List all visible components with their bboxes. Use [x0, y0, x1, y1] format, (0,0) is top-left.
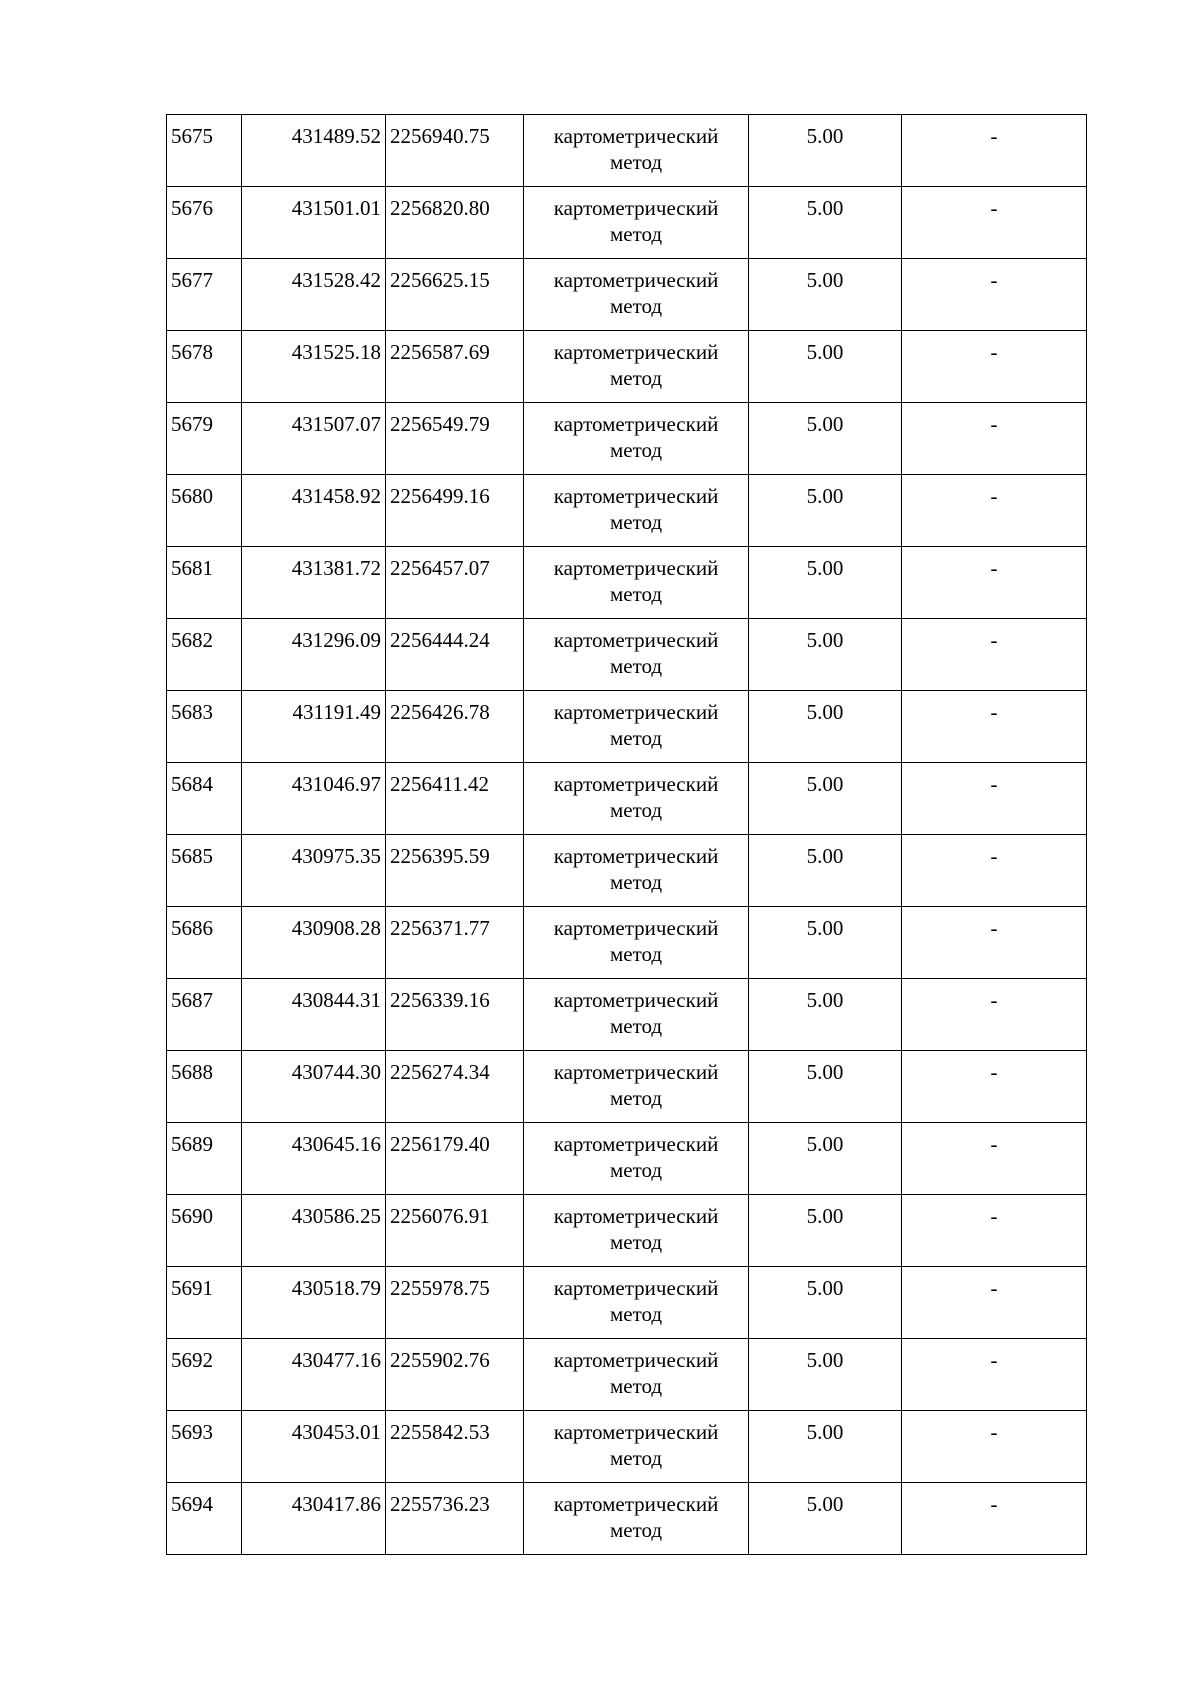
point-number-cell: 5679 [167, 403, 242, 475]
method-cell [524, 907, 749, 979]
y-coordinate-cell: 2256820.80 [386, 187, 524, 259]
table-row [167, 907, 1087, 979]
point-number-cell: 5687 [167, 979, 242, 1051]
y-coordinate-cell: 2256457.07 [386, 547, 524, 619]
note-cell: - [902, 979, 1087, 1051]
x-coordinate-cell: 431528.42 [242, 259, 386, 331]
method-line-2: метод [609, 1446, 663, 1470]
y-coordinate-cell: 2256411.42 [386, 763, 524, 835]
method-cell [524, 1483, 749, 1555]
x-coordinate-cell: 430477.16 [242, 1339, 386, 1411]
note-cell: - [902, 1267, 1087, 1339]
note-cell: - [902, 403, 1087, 475]
method-cell [524, 187, 749, 259]
x-coordinate-cell: 430744.30 [242, 1051, 386, 1123]
method-cell [524, 763, 749, 835]
method-line-2: метод [609, 942, 663, 966]
method-line-1: картометрический [553, 1348, 719, 1372]
method-cell [524, 403, 749, 475]
method-line-1: картометрический [553, 988, 719, 1012]
method-cell [524, 1267, 749, 1339]
method-line-2: метод [609, 654, 663, 678]
method-cell [524, 547, 749, 619]
y-coordinate-cell: 2255842.53 [386, 1411, 524, 1483]
point-number-cell: 5688 [167, 1051, 242, 1123]
table-row [167, 547, 1087, 619]
x-coordinate-cell: 430453.01 [242, 1411, 386, 1483]
note-cell: - [902, 331, 1087, 403]
table-row [167, 1195, 1087, 1267]
y-coordinate-cell: 2256274.34 [386, 1051, 524, 1123]
method-cell [524, 1411, 749, 1483]
method-cell [524, 331, 749, 403]
error-cell: 5.00 [749, 979, 902, 1051]
x-coordinate-cell: 431381.72 [242, 547, 386, 619]
error-cell: 5.00 [749, 691, 902, 763]
table-row [167, 1411, 1087, 1483]
method-cell [524, 835, 749, 907]
note-cell: - [902, 547, 1087, 619]
table-row [167, 1483, 1087, 1555]
method-line-2: метод [609, 1374, 663, 1398]
table-row [167, 979, 1087, 1051]
y-coordinate-cell: 2256426.78 [386, 691, 524, 763]
method-line-1: картометрический [553, 1060, 719, 1084]
method-line-1: картометрический [553, 412, 719, 436]
table-row [167, 619, 1087, 691]
x-coordinate-cell: 430586.25 [242, 1195, 386, 1267]
x-coordinate-cell: 431296.09 [242, 619, 386, 691]
method-cell [524, 1123, 749, 1195]
method-line-2: метод [609, 1086, 663, 1110]
table-row [167, 331, 1087, 403]
error-cell: 5.00 [749, 403, 902, 475]
method-cell [524, 1051, 749, 1123]
note-cell: - [902, 115, 1087, 187]
x-coordinate-cell: 431489.52 [242, 115, 386, 187]
error-cell: 5.00 [749, 1267, 902, 1339]
x-coordinate-cell: 430518.79 [242, 1267, 386, 1339]
method-cell [524, 475, 749, 547]
x-coordinate-cell: 430975.35 [242, 835, 386, 907]
table-row [167, 259, 1087, 331]
error-cell: 5.00 [749, 1339, 902, 1411]
error-cell: 5.00 [749, 259, 902, 331]
note-cell: - [902, 259, 1087, 331]
point-number-cell: 5677 [167, 259, 242, 331]
y-coordinate-cell: 2256076.91 [386, 1195, 524, 1267]
y-coordinate-cell: 2256444.24 [386, 619, 524, 691]
method-line-2: метод [609, 294, 663, 318]
table-row [167, 187, 1087, 259]
error-cell: 5.00 [749, 1483, 902, 1555]
y-coordinate-cell: 2256339.16 [386, 979, 524, 1051]
point-number-cell: 5676 [167, 187, 242, 259]
method-line-1: картометрический [553, 700, 719, 724]
error-cell: 5.00 [749, 547, 902, 619]
note-cell: - [902, 1195, 1087, 1267]
note-cell: - [902, 763, 1087, 835]
method-cell [524, 1339, 749, 1411]
method-line-2: метод [609, 582, 663, 606]
method-line-1: картометрический [553, 1492, 719, 1516]
point-number-cell: 5693 [167, 1411, 242, 1483]
x-coordinate-cell: 431525.18 [242, 331, 386, 403]
point-number-cell: 5682 [167, 619, 242, 691]
table-row [167, 475, 1087, 547]
method-line-2: метод [609, 726, 663, 750]
y-coordinate-cell: 2256940.75 [386, 115, 524, 187]
table-row [167, 763, 1087, 835]
y-coordinate-cell: 2256587.69 [386, 331, 524, 403]
method-line-1: картометрический [553, 844, 719, 868]
x-coordinate-cell: 431507.07 [242, 403, 386, 475]
method-line-2: метод [609, 870, 663, 894]
error-cell: 5.00 [749, 1051, 902, 1123]
method-cell [524, 259, 749, 331]
x-coordinate-cell: 431501.01 [242, 187, 386, 259]
error-cell: 5.00 [749, 187, 902, 259]
note-cell: - [902, 1483, 1087, 1555]
error-cell: 5.00 [749, 1411, 902, 1483]
note-cell: - [902, 1339, 1087, 1411]
method-line-2: метод [609, 438, 663, 462]
method-cell [524, 691, 749, 763]
error-cell: 5.00 [749, 835, 902, 907]
y-coordinate-cell: 2256371.77 [386, 907, 524, 979]
point-number-cell: 5690 [167, 1195, 242, 1267]
table-row [167, 403, 1087, 475]
point-number-cell: 5683 [167, 691, 242, 763]
method-line-1: картометрический [553, 628, 719, 652]
method-line-1: картометрический [553, 124, 719, 148]
method-line-1: картометрический [553, 1276, 719, 1300]
table-row [167, 835, 1087, 907]
error-cell: 5.00 [749, 1195, 902, 1267]
note-cell: - [902, 1411, 1087, 1483]
point-number-cell: 5694 [167, 1483, 242, 1555]
method-cell [524, 979, 749, 1051]
note-cell: - [902, 475, 1087, 547]
method-line-1: картометрический [553, 268, 719, 292]
coordinates-table [166, 114, 1087, 1555]
method-cell [524, 1195, 749, 1267]
method-line-1: картометрический [553, 1132, 719, 1156]
method-line-1: картометрический [553, 484, 719, 508]
x-coordinate-cell: 431046.97 [242, 763, 386, 835]
point-number-cell: 5686 [167, 907, 242, 979]
note-cell: - [902, 1051, 1087, 1123]
y-coordinate-cell: 2256625.15 [386, 259, 524, 331]
method-cell [524, 619, 749, 691]
table-row [167, 1267, 1087, 1339]
method-line-2: метод [609, 366, 663, 390]
table-row [167, 1339, 1087, 1411]
point-number-cell: 5692 [167, 1339, 242, 1411]
table-row [167, 1051, 1087, 1123]
note-cell: - [902, 1123, 1087, 1195]
method-line-2: метод [609, 222, 663, 246]
y-coordinate-cell: 2256179.40 [386, 1123, 524, 1195]
method-line-2: метод [609, 1230, 663, 1254]
error-cell: 5.00 [749, 331, 902, 403]
method-line-1: картометрический [553, 1420, 719, 1444]
method-line-1: картометрический [553, 340, 719, 364]
y-coordinate-cell: 2255978.75 [386, 1267, 524, 1339]
point-number-cell: 5678 [167, 331, 242, 403]
table-row [167, 691, 1087, 763]
method-line-1: картометрический [553, 196, 719, 220]
y-coordinate-cell: 2255736.23 [386, 1483, 524, 1555]
note-cell: - [902, 619, 1087, 691]
method-line-1: картометрический [553, 1204, 719, 1228]
x-coordinate-cell: 430844.31 [242, 979, 386, 1051]
error-cell: 5.00 [749, 907, 902, 979]
note-cell: - [902, 691, 1087, 763]
method-line-2: метод [609, 1302, 663, 1326]
x-coordinate-cell: 430645.16 [242, 1123, 386, 1195]
method-line-2: метод [609, 1014, 663, 1038]
method-line-2: метод [609, 1158, 663, 1182]
method-cell [524, 115, 749, 187]
method-line-2: метод [609, 1518, 663, 1542]
method-line-1: картометрический [553, 916, 719, 940]
method-line-2: метод [609, 150, 663, 174]
point-number-cell: 5681 [167, 547, 242, 619]
point-number-cell: 5685 [167, 835, 242, 907]
y-coordinate-cell: 2256499.16 [386, 475, 524, 547]
x-coordinate-cell: 430417.86 [242, 1483, 386, 1555]
method-line-1: картометрический [553, 556, 719, 580]
y-coordinate-cell: 2256549.79 [386, 403, 524, 475]
table-row [167, 1123, 1087, 1195]
table-body [167, 115, 1087, 1555]
x-coordinate-cell: 431458.92 [242, 475, 386, 547]
method-line-2: метод [609, 798, 663, 822]
note-cell: - [902, 187, 1087, 259]
x-coordinate-cell: 431191.49 [242, 691, 386, 763]
point-number-cell: 5684 [167, 763, 242, 835]
y-coordinate-cell: 2255902.76 [386, 1339, 524, 1411]
table-row [167, 115, 1087, 187]
error-cell: 5.00 [749, 475, 902, 547]
error-cell: 5.00 [749, 763, 902, 835]
point-number-cell: 5689 [167, 1123, 242, 1195]
point-number-cell: 5675 [167, 115, 242, 187]
y-coordinate-cell: 2256395.59 [386, 835, 524, 907]
point-number-cell: 5691 [167, 1267, 242, 1339]
method-line-2: метод [609, 510, 663, 534]
error-cell: 5.00 [749, 619, 902, 691]
note-cell: - [902, 835, 1087, 907]
error-cell: 5.00 [749, 115, 902, 187]
note-cell: - [902, 907, 1087, 979]
error-cell: 5.00 [749, 1123, 902, 1195]
method-line-1: картометрический [553, 772, 719, 796]
x-coordinate-cell: 430908.28 [242, 907, 386, 979]
point-number-cell: 5680 [167, 475, 242, 547]
